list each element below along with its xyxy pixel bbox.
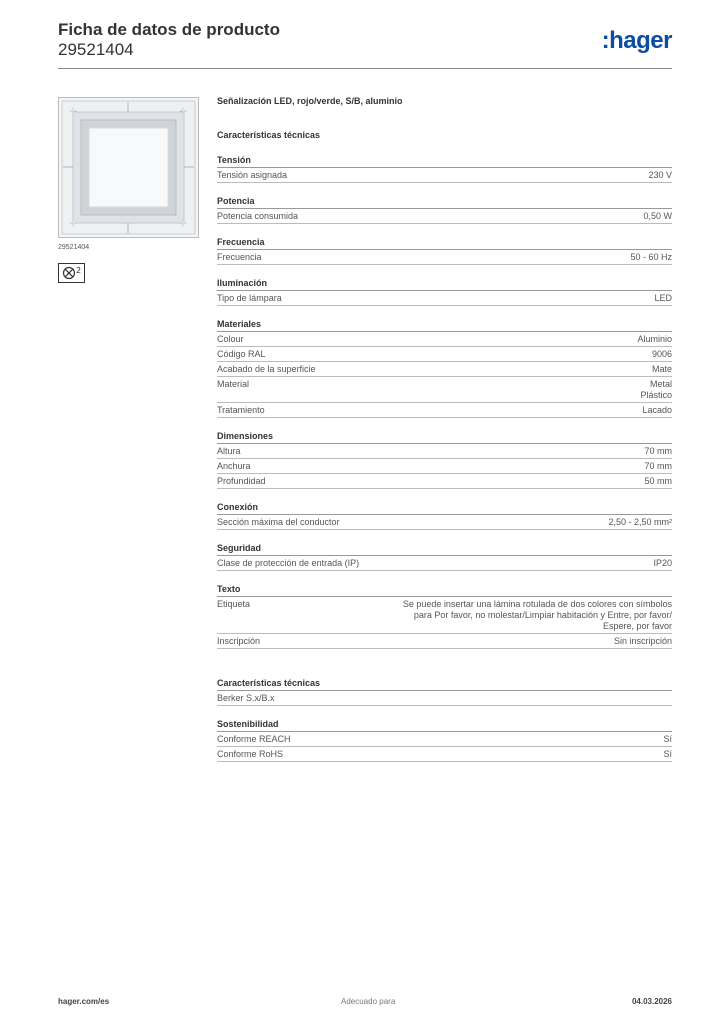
spec-value: 230 V [648, 170, 672, 180]
spec-sections [217, 109, 672, 649]
spec-value: Sin inscripción [613, 636, 672, 646]
spec-label: Código RAL [217, 349, 266, 359]
spec-label: Altura [217, 446, 241, 456]
spec-label: Tipo de lámpara [217, 293, 282, 303]
spec-row [217, 556, 672, 571]
spec-value: 50 mm [644, 476, 672, 486]
spec-row [217, 168, 672, 183]
spec-value: 50 - 60 Hz [630, 252, 672, 262]
spec-label: Conforme RoHS [217, 749, 284, 759]
section-title: Frecuencia [217, 224, 672, 250]
section-title: Texto [217, 571, 672, 597]
spec-value: LED [654, 293, 672, 303]
section-title: Tensión [217, 142, 672, 168]
spec-row [217, 291, 672, 306]
section-title: Seguridad [217, 530, 672, 556]
spec-label: Acabado de la superficie [217, 364, 316, 374]
spec-value: Mate [651, 364, 672, 374]
spec-row [217, 459, 672, 474]
spec-value: Sí [663, 749, 672, 759]
spec-row [217, 209, 672, 224]
spec-value: Lacado [642, 405, 672, 415]
product-code: 29521404 [58, 40, 134, 59]
spec-label: Anchura [217, 461, 251, 471]
spec-row [217, 377, 672, 403]
product-title: Señalización LED, rojo/verde, S/B, aluminio [217, 96, 403, 106]
svg-text:2: 2 [76, 266, 82, 275]
spec-label: Berker S.x/B.x [217, 693, 275, 703]
spec-value: Se puede insertar una lámina rotulada de dos colores con símbolos para Por favor, no molestar/Limpiar habitación y Entre, por favor/ Espere, por favor [402, 599, 672, 631]
spec-row [217, 634, 672, 649]
spec-row [217, 332, 672, 347]
spec-value: Metal Plástico [640, 379, 672, 400]
section-title: Sostenibilidad [217, 706, 672, 732]
section-title: Características técnicas [217, 665, 672, 691]
section-title: Características técnicas [217, 130, 321, 140]
spec-value: Aluminio [637, 334, 672, 344]
section-title: Iluminación [217, 265, 672, 291]
spec-label: Tratamiento [217, 405, 265, 415]
spec-row [217, 444, 672, 459]
spec-row [217, 515, 672, 530]
spec-sections-extra [217, 665, 672, 762]
spec-row [217, 403, 672, 418]
spec-value: Sí [663, 734, 672, 744]
spec-row [217, 747, 672, 762]
page-title: Ficha de datos de producto [58, 20, 280, 39]
spec-label: Clase de protección de entrada (IP) [217, 558, 360, 568]
svg-text:+: + [179, 106, 188, 117]
footer-suitable-for: Adecuado para [341, 997, 396, 1006]
svg-text:+: + [69, 218, 78, 229]
svg-text:+: + [179, 218, 188, 229]
spec-row [217, 362, 672, 377]
spec-label: Inscripción [217, 636, 261, 646]
spec-label: Frecuencia [217, 252, 262, 262]
spec-value: 2,50 - 2,50 mm² [608, 517, 672, 527]
spec-content [217, 95, 672, 762]
spec-label: Profundidad [217, 476, 266, 486]
section-title: Potencia [217, 183, 672, 209]
spec-label: Colour [217, 334, 244, 344]
spec-label: Sección máxima del conductor [217, 517, 340, 527]
spec-row [217, 474, 672, 489]
spec-label: Conforme REACH [217, 734, 291, 744]
header-divider [58, 68, 672, 69]
product-image [58, 97, 199, 238]
spec-row [217, 691, 672, 706]
spec-value: 70 mm [644, 461, 672, 471]
section-title: Conexión [217, 489, 672, 515]
spec-label: Material [217, 379, 250, 389]
section-title: Dimensiones [217, 418, 672, 444]
spec-row [217, 250, 672, 265]
footer-website[interactable]: hager.com/es [58, 997, 110, 1006]
header [58, 20, 672, 59]
spec-row [217, 347, 672, 362]
spec-row [217, 597, 672, 634]
svg-text:+: + [69, 106, 78, 117]
spec-value: 9006 [651, 349, 672, 359]
spec-value: IP20 [653, 558, 672, 568]
spec-label: Potencia consumida [217, 211, 299, 221]
spec-label: Etiqueta [217, 599, 251, 609]
spec-label: Tensión asignada [217, 170, 288, 180]
lamp-symbol-icon [58, 263, 85, 283]
spec-row [217, 732, 672, 747]
hager-logo: :hager [601, 27, 672, 54]
image-caption: 29521404 [58, 244, 90, 251]
spec-value: 0,50 W [643, 211, 672, 221]
product-illustration [59, 98, 198, 237]
section-title: Materiales [217, 306, 672, 332]
footer-date: 04.03.2026 [631, 997, 672, 1006]
spec-value: 70 mm [644, 446, 672, 456]
